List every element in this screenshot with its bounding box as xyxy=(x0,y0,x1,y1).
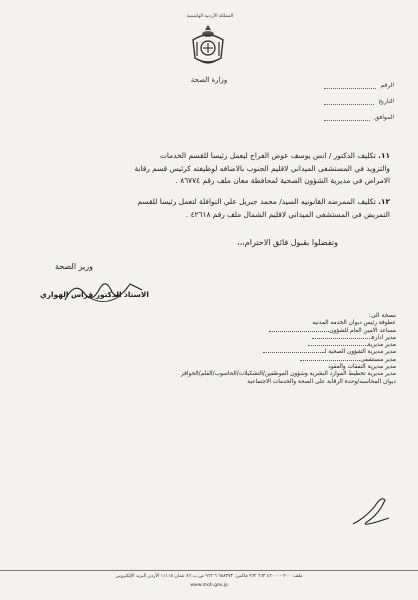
list-item: مدير مديرية الشؤون الصحية لـ xyxy=(150,349,396,356)
initials-mark xyxy=(345,488,395,533)
hijri-label: الموافق xyxy=(374,114,394,121)
list-item: ديوان المحاسبه/وحدة الرقابة على الصحة والخدمات الاجتماعية xyxy=(247,378,396,385)
list-item: مساعد الامين العام للشؤون xyxy=(150,328,396,335)
item-text: تكليف الممرضه القانونيه السيد/ محمد جبريل علي النوافلة لتعمل رئيسا للقسم xyxy=(137,197,376,206)
list-item: مدير ادارة xyxy=(150,335,396,342)
footer-contact: ملف: ٢٠٠-٤٢٠٠٠٠ ٦٦٣ ٩٦٢ فاكس: ٦٨٨٣٧٣ ٦ ٩٦٢ ص.ب ٨٦ عمان ١١١١٨ الأردن البريد الإلكتروني xyxy=(115,574,303,579)
list-item: مدير مديرية تخطيط الموارد البشريه وشؤون الموظفين/التشكيلات/الحاسوب/القلم/الحوافز xyxy=(180,371,396,378)
item-text: والتزويد في المستشفى الميداني لاقليم الجنوب بالاضافه لوظيفته كرئيس قسم رقابة xyxy=(134,163,390,173)
footer-website: www.moh.gov.jo xyxy=(190,583,228,588)
signatory-title: وزير الصحة xyxy=(55,262,93,271)
coat-of-arms-icon xyxy=(185,22,231,68)
list-item: مدير مستشفى xyxy=(150,357,396,364)
date-label: التاريخ xyxy=(378,98,394,105)
list-item: عطوفة رئيس ديوان الخدمه المدنيه xyxy=(312,320,396,327)
item-text: الامراض في مديرية الشؤون الصحية لمحافظة معان ملف رقم ٨٦٧٧٤ . xyxy=(175,176,390,185)
item-text: تكليف الدكتور / انس يوسف عوض الفراج ليعمل رئيسا للقسم الخدمات xyxy=(159,151,376,160)
copies-heading: نسخة الى: xyxy=(368,312,396,319)
list-item: مدير مديرية النفقات والعقود xyxy=(328,364,396,371)
item-number: ١٢. xyxy=(378,197,390,206)
footer-divider xyxy=(0,570,418,571)
item-number: ١١. xyxy=(378,151,390,160)
list-item-11 xyxy=(30,150,390,188)
signatory-name: الاستاذ الدكتور فراس الهواري xyxy=(40,290,149,299)
copies-list xyxy=(150,312,396,386)
reference-label: الرقم xyxy=(380,82,394,89)
list-item: مدير مديرية xyxy=(150,342,396,349)
date-field xyxy=(324,98,394,105)
hijri-date-field xyxy=(324,114,394,121)
item-text: التمريض في المستشفى الميداني لاقليم الشمال ملف رقم ٤٢٦١٨ . xyxy=(185,209,390,219)
ministry-title: وزارة الصحة xyxy=(190,76,228,84)
list-item-12 xyxy=(30,196,390,221)
closing-salutation: وتفضلوا بقبول فائق الاحترام،،، xyxy=(237,238,338,247)
kingdom-header: المملكة الأردنية الهاشمية xyxy=(186,14,234,19)
reference-number-field xyxy=(324,82,394,89)
